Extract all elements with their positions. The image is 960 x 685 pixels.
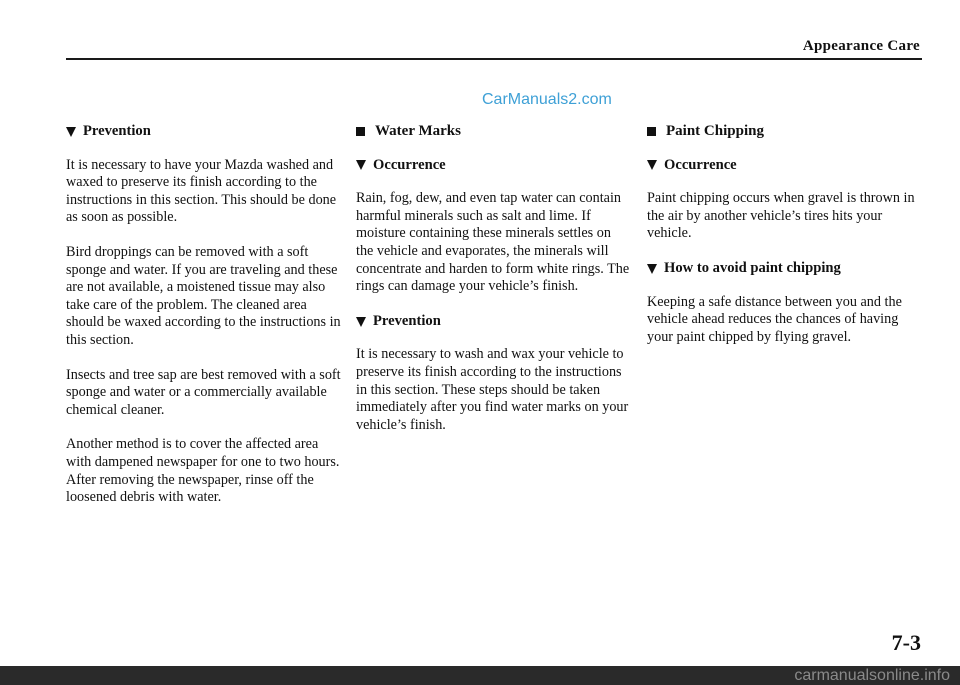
water-marks-heading — [356, 123, 631, 141]
watermark-bottom: carmanualsonline.info — [794, 667, 950, 684]
header-divider — [66, 58, 922, 60]
occurrence-heading — [647, 157, 922, 175]
avoid-chipping-heading — [647, 260, 922, 278]
paragraph: Bird droppings can be removed with a soft sponge and water. If you are traveling and these are not available, a moistened tissue may also take care of the problem. The cleaned area should be waxed according to the instructions in this section. — [66, 243, 341, 348]
triangle-bullet-icon — [647, 264, 657, 274]
occurrence-heading-label: Occurrence — [373, 156, 446, 173]
avoid-chipping-heading-label: How to avoid paint chipping — [664, 259, 841, 276]
occurrence-heading-label: Occurrence — [664, 156, 737, 173]
paragraph: It is necessary to have your Mazda washed and waxed to preserve its finish according to the instructions in this section. This should be done as soon as possible. — [66, 156, 337, 226]
column-1 — [66, 123, 341, 524]
prevention-heading-label: Prevention — [83, 123, 151, 139]
prevention-heading — [356, 313, 631, 331]
paragraph: Rain, fog, dew, and even tap water can contain harmful minerals such as salt and lime. If moisture containing these minerals settles on the vehicle and evaporates, the minerals will concentrate and harden to form white rings. The rings can damage your vehicle’s finish. — [356, 190, 630, 295]
paragraph: Keeping a safe distance between you and the vehicle ahead reduces the chances of having your paint chipped by flying gravel. — [647, 293, 902, 345]
paragraph: Another method is to cover the affected area with dampened newspaper for one to two hours. After removing the newspaper, rinse off the loosened debris with water. — [66, 436, 340, 506]
section-title: Appearance Care — [802, 38, 920, 54]
prevention-heading — [66, 123, 341, 141]
prevention-heading-label: Prevention — [373, 312, 441, 329]
triangle-bullet-icon — [356, 317, 366, 327]
footer-bar — [0, 666, 960, 685]
triangle-bullet-icon — [66, 127, 76, 137]
paragraph: It is necessary to wash and wax your vehicle to preserve its finish according to the instructions in this section. These steps should be taken immediately after you find water marks on your vehicle’s finish. — [356, 346, 629, 433]
page-number: 7-3 — [891, 630, 921, 655]
watermark-top: CarManuals2.com — [482, 91, 612, 108]
water-marks-heading-label: Water Marks — [375, 123, 461, 139]
column-3 — [647, 123, 922, 363]
square-bullet-icon — [356, 127, 365, 136]
square-bullet-icon — [647, 127, 656, 136]
paragraph: Paint chipping occurs when gravel is thrown in the air by another vehicle’s tires hits your vehicle. — [647, 190, 915, 242]
paragraph: Insects and tree sap are best removed with a soft sponge and water or a commercially available chemical cleaner. — [66, 366, 341, 418]
occurrence-heading — [356, 157, 631, 175]
triangle-bullet-icon — [647, 160, 657, 170]
triangle-bullet-icon — [356, 160, 366, 170]
paint-chipping-heading-label: Paint Chipping — [666, 123, 764, 139]
column-2 — [356, 123, 631, 451]
paint-chipping-heading — [647, 123, 922, 141]
